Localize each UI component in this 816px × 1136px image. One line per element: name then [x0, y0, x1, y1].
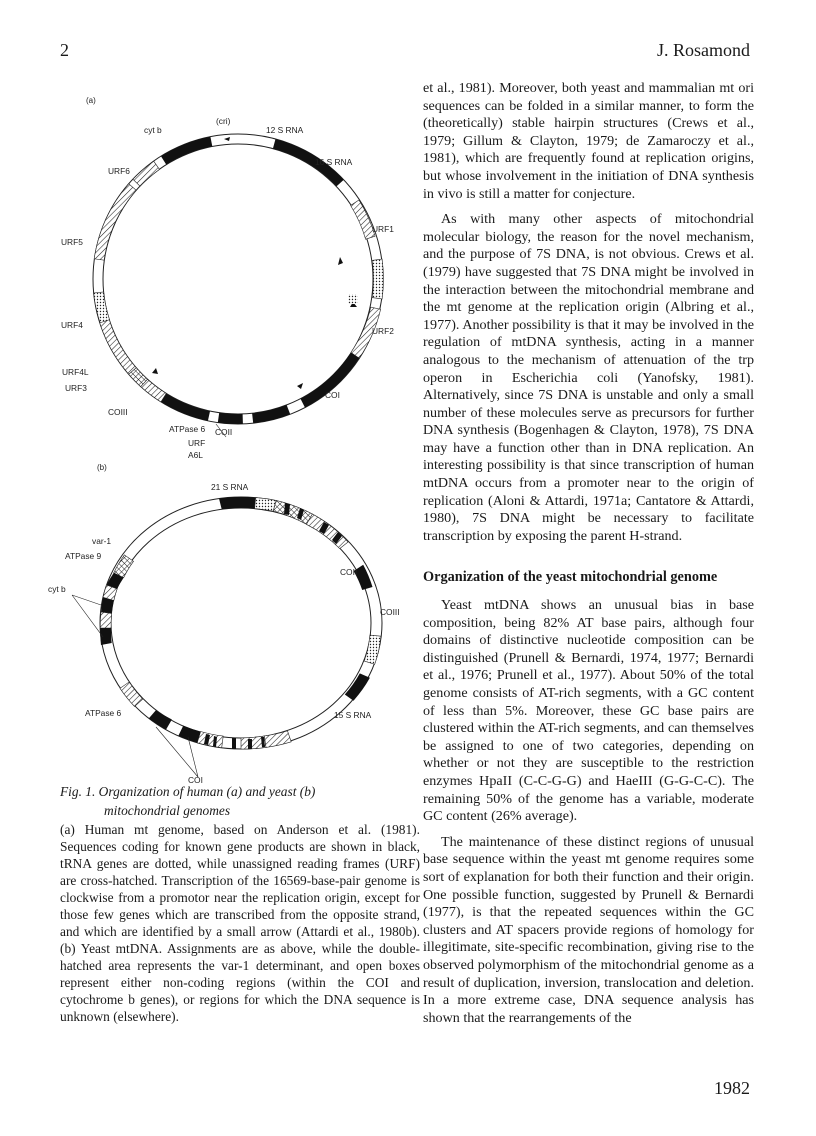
label-urf-a6l-1: URF: [188, 438, 206, 448]
label-15s-rna: 15 S RNA: [334, 710, 372, 720]
panel-a-gene-labels: [61, 116, 394, 460]
label-coii-a: COII: [215, 427, 233, 437]
page-number: 2: [60, 40, 69, 60]
label-urf4l: URF4L: [62, 367, 89, 377]
label-coiii-a: COIII: [108, 407, 128, 417]
paragraph-3: Yeast mtDNA shows an unusual bias in base composition, being 82% AT base pairs, although four domains of distinctive nucleotide composition can be distinguished (Prunell & Bernardi, 1974, 1977; Bernardi et al., 1976; Prunell et al., 1977). About 50% of the total genome consists of AT-rich segments, with a GC content of less than 5%. Moreover, these GC base pairs are clustered within the AT-rich segments, and can themselves be assigned to one of two categories, depending on whether or not they are susceptible to the restriction enzymes HpaII (C-C-G-G) and HaeIII (G-G-C-C). The remaining 50% of the genome has a variable, moderate GC content (26% average).: [423, 597, 754, 825]
caption-body: (a) Human mt genome, based on Anderson et al. (1981). Sequences coding for known gene products are shown in black, tRNA genes are dotted, while unassigned reading frames (URF) are cross-hatched. Transcription of the 16569-base-pair genome is clockwise from a promotor near the replication origin, except for those few genes which are transcribed from the opposite strand, and which are identified by a small arrow (Attardi et al., 1980b). (b) Yeast mtDNA. Assignments are as above, while the double-hatched area represents the var-1 determinant, and open boxes represent either non-coding regions (within the COI and cytochrome b genes), or regions for which the DNA sequence is unknown (elsewhere).: [60, 822, 420, 1024]
running-author: J. Rosamond: [656, 40, 750, 60]
label-urf-a6l-2: A6L: [188, 450, 203, 460]
section-heading: Organization of the yeast mitochondrial genome: [423, 569, 718, 586]
label-urf5: URF5: [61, 237, 83, 247]
caption-title-1: Fig. 1. Organization of human (a) and yeast (b): [60, 784, 316, 799]
label-urf6: URF6: [108, 166, 130, 176]
label-21s-rna: 21 S RNA: [211, 482, 249, 492]
paragraph-2: As with many other aspects of mitochondrial molecular biology, the reason for the novel mechanism, and the purpose of 7S DNA, is not obvious. Crews et al. (1979) have suggested that 7S DNA might be involved in the interaction between the mitochondrial membrane and the mt genome at the replication origin (Albring et al., 1977). Another possibility is that it may be involved in the regulation of mtDNA synthesis, acting in a manner analogous to the mechanism of attenuation of the trp operon in Escherichia coli (Yanofsky, 1981). Alternatively, since 7S DNA is unstable and only a small number of these molecules serve as precursors for further DNA synthesis (Bogenhagen & Clayton, 1978), 7S DNA may have a function other than in DNA replication. An interesting possibility is that since transcription of human mtDNA occurs from a promoter near to the origin of replication (Aloni & Attardi, 1971a; Cantatore & Attardi, 1980), 7S DNA might be necessary to facilitate transcription by exposing the parent H-strand.: [423, 211, 754, 544]
label-urf3: URF3: [65, 383, 87, 393]
label-coi-b: COI: [188, 775, 203, 785]
label-coiii-b: COIII: [380, 607, 400, 617]
label-atpase9: ATPase 9: [65, 551, 102, 561]
label-atpase6-a: ATPase 6: [169, 424, 206, 434]
label-16s-rna: 16 S RNA: [315, 157, 353, 167]
label-var1: var-1: [92, 536, 112, 546]
caption-title-2: mitochondrial genomes: [104, 803, 231, 818]
label-urf2: URF2: [372, 326, 394, 336]
panel-b-label: (b): [97, 463, 107, 472]
label-cri: (cri): [216, 116, 231, 126]
label-coii-b: COII: [340, 567, 358, 577]
paragraph-4: The maintenance of these distinct regions of unusual base sequence within the yeast mt genome requires some sort of explanation for both their function and their origin. One possible function, suggested by Prunell & Bernardi (1977), is that the repeated sequences within the GC clusters and AT spacers provide regions of homology for illegitimate, site-specific recombination, giving rise to the observed polymorphism of the mitochondrial genome as a result of duplication, inversion, translocation and deletion. In a more extreme case, DNA sequence analysis has shown that the rearrangements of the: [423, 833, 754, 1026]
figure-caption: [60, 783, 420, 1025]
label-atpase6-b: ATPase 6: [85, 708, 122, 718]
panel-b-gene-labels: [48, 482, 400, 785]
label-coi-a: COI: [325, 390, 340, 400]
footer-year: 1982: [714, 1078, 750, 1098]
human-mt-genome-map: [93, 134, 383, 424]
figure-svg: [48, 85, 418, 785]
panel-a-label: (a): [86, 96, 96, 105]
figure-1: [48, 85, 418, 785]
right-text-column: [423, 80, 754, 1027]
label-cytb-b: cyt b: [48, 584, 66, 594]
label-urf1: URF1: [372, 224, 394, 234]
label-12s-rna: 12 S RNA: [266, 125, 304, 135]
label-cytb-a: cyt b: [144, 125, 162, 135]
label-urf4: URF4: [61, 320, 83, 330]
paragraph-1: et al., 1981). Moreover, both yeast and mammalian mt ori sequences can be folded in a similar manner, to form the (theoretically) stable hairpin structures (Crews et al., 1979; Gillum & Clayton, 1979; de Zamaroczy et al., 1981), which are frequently found at replication origins, but whose involvement in the initiation of DNA synthesis in vivo is still a matter for conjecture.: [423, 80, 754, 202]
